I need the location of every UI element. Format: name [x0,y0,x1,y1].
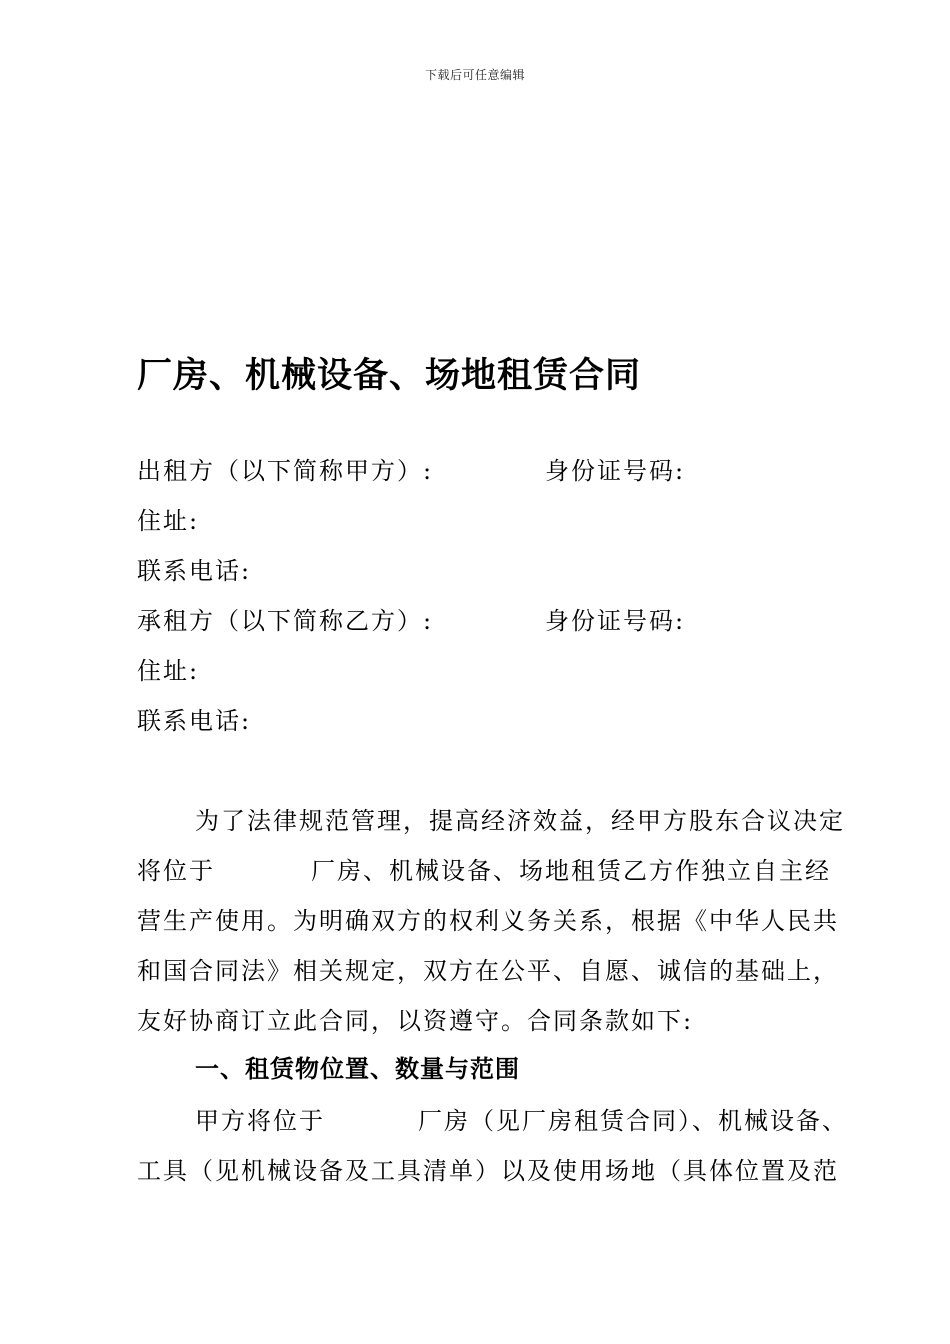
preamble-line: 为了法律规范管理，提高经济效益，经甲方股东合议决定 [195,807,845,835]
preamble-line: 和国合同法》相关规定，双方在公平、自愿、诚信的基础上， [137,957,839,985]
section-line: 甲方将位于 [195,1107,325,1135]
lessee-address-label: 住址: [137,657,200,685]
preamble-line: 营生产使用。为明确双方的权利义务关系，根据《中华人民共 [137,907,839,935]
lessor-phone-label: 联系电话: [137,557,252,585]
preamble-line: 友好协商订立此合同，以资遵守。合同条款如下: [137,1007,694,1035]
section-line: 工具（见机械设备及工具清单）以及使用场地（具体位置及范 [137,1157,839,1185]
lessor-id-label: 身份证号码: [545,457,686,485]
lessee-id-label: 身份证号码: [545,607,686,635]
lessee-phone-label: 联系电话: [137,707,252,735]
lessee-label: 承租方（以下简称乙方）: [137,607,434,635]
preamble-line: 厂房、机械设备、场地租赁乙方作独立自主经 [311,857,831,885]
lessor-label: 出租方（以下简称甲方）: [137,457,434,485]
lessor-address-label: 住址: [137,507,200,535]
section-heading: 一、租赁物位置、数量与范围 [195,1055,520,1083]
section-line: 厂房（见厂房租赁合同）、机械设备、 [418,1107,848,1135]
document-title: 厂房、机械设备、场地租赁合同 [137,356,642,396]
preamble-line: 将位于 [137,857,215,885]
page-header-note: 下载后可任意编辑 [424,68,525,82]
